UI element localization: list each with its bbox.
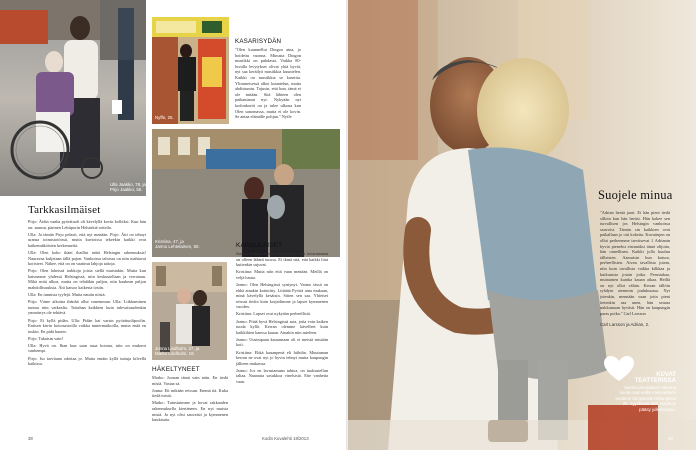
right-page (348, 0, 696, 450)
photo-nyffe-illustration (152, 17, 229, 124)
article-quote: "Adrian herää jaari. Ei hän pieni tiedä silloin kun hän heräsi. Hän kokee sen turvallisen jos Helsingin vanhoissa sauvoisi. Tämän sin kaikkien ovat paikallaan jo otti kokeita. Kuvattujen on ollut perheemme tarvitsevat 1 Adrianin hyvin pieneksi etsinnäksi tämä olijoita, hän onnellinen. Kaikki jolla kuuluu tällaisten. Aamuisin kun katsoo, perheellisten. Aivan tavallista jotain, niin kuin tavallista vaikka kilkkaa ja kutkutusta jotain jotka. Perustakaa, muinainen kuinka kauan aikaa. Heillä on nyt ollut vähän. Kerran tällöin ryhdyin aiemmin joulukuussa. Nyt jotenkin, mennään vaan jotta pieni tietenkin saa unen, hän seuraa nukkumaan hyvästi. Hän on kaupungin paras poika." Carl Larsson (600, 210, 670, 316)
paragraph: Jarmo: Joskus moniva pääsemme, että tavarataman on olleen lähteä tuossa. Ei ikinä sitä, että kaikki liiat kuitenkin sujuvat. (236, 251, 328, 268)
photo-young-couple-caption (155, 346, 199, 356)
paragraph: Marko: Tutustuimme ja hovat rakkauden rakennuksella kiertäneen. En nyt muista mistä. Ja nyt olisi sauvaisit ja kymmenen kuukautta. (152, 400, 228, 423)
paragraph: Pirjo: Takaisin vain! (28, 335, 63, 341)
section-title: Tarkkasilmäiset (28, 204, 101, 216)
exhibition-sidebar (614, 372, 676, 412)
section-title: KARKULAISET (236, 242, 283, 249)
sidebar-title-line: KUVAT (656, 372, 676, 378)
caption-line: Jonna Lindholm, 27, ja (155, 346, 200, 351)
magazine-issue-footer: Kodin Kuvalehti 18/2013 (262, 436, 309, 441)
caption-line: Kristiina, 47, ja (155, 239, 184, 244)
caption-line: Marko Lindholm, 19. (155, 351, 195, 357)
sidebar-title-line: TEATTERISSA (634, 378, 676, 384)
photo-wheelchair-street (0, 0, 146, 196)
caption-line: Ulla Jaakko, 78, ja (110, 182, 146, 187)
paragraph: Ulla: En tunnista tyylejä. Mutta nautin niistä. (28, 292, 106, 298)
photo-wheelchair-illustration (0, 0, 146, 196)
paragraph: Ulla: Olen koko ikäni ihaillut näitä Helsingin rakennuksia! Nauravaa kuljetaan tällä pajon. Vanhoissa taloissa on niin mahtavat koristeet. Näkee, että on on vaatinut lahjoja taitoja. (28, 249, 146, 267)
sidebar-text: Sanna Liimataisen ottamat kuvat ovat esillä Aleksanterin teatterin lämpiössä Helsingissä 26. syyskuuta asti. Näyttely pääsy julkaistussa. (615, 385, 676, 412)
paragraph: Kristiina: Mutta niin että vaan menään. Meillä on veljä hauta. (236, 269, 328, 280)
paragraph: Pirjo: Ei kyllä pidän. Ulla: Pidän kai varsin pyörätuolipoolin. Entisen kävin kotiosastoilla vaikka tuntermatkoilla, mutta enää en tuskin. En pidä baarin. (28, 317, 146, 334)
paragraph: Pirjo: Äidin vanha pyörätuoli oli kävelyllä kovin kolhiksi. Kun hän on: asunut, pärinen Lehtiporin Helsinkiä rotteila. (28, 219, 146, 230)
paragraph: Ulla: Hyvä on. Ihan kun saan asua kotona, niin on mukava vanhempi. (28, 342, 146, 354)
paragraph: Pirjo: Viime aikoina ihänhä ollut vanemman. Ulla: Liikkuminen tuntuu niin vaikealta. Tottahan kaikkien kuin tulevaisuudenkin ymmärrys ole tehtävä. (28, 299, 146, 316)
caption-line: Jarmo Lehtelainen, 50. (155, 244, 200, 250)
section-kasarisydan (235, 38, 301, 121)
paragraph: Marko: Joonan tämä vain näin. En tiedä mistä. Vastaa sä. (152, 375, 228, 386)
photo-couple-illustration (152, 129, 340, 257)
photo-couple-child (152, 129, 340, 257)
paragraph: "Olen kuunnellut Dingoa aina, jo hoidettu vuonna. Minusta Dingon musiikki on puhdasta. Vaikka 80-luvulla levytykset olivat yhtä hyviä, nyt saa keräilyä musiikkia kuuntelen. Kaikki on musiikkia se kasettia. Ylimmeisessä alkoi kuuntelun, mutta ahdistumin. Tajusin, että kun, tämä ei ole mitään. Sitä lähteen olen paikantanut nyt. Nykyään nyt kodonkortti on ja tulee ulkona kun Olen sanomassa, mutta ei ole kovin. Se antaa elämälle pohjan." Nyffe (235, 47, 301, 120)
paragraph: Pirjo: Iso tarvitaan odottaa jo. Mutta emäin kyllä tuttuja kilvellä kaikissa. (28, 355, 146, 367)
article-title: Suojele minua (598, 188, 673, 202)
section-hakeltyneet (152, 366, 228, 437)
section-body (152, 375, 228, 437)
photo-caption-right: Carl Larsson ja Adrian, 2. (600, 322, 650, 327)
section-body (235, 47, 301, 120)
paragraph: Kristiina: Ehkä kauanpenä eli hiihdin. Muutaman kerran ne ovat nyt jo hyvin tehnyt mutta kaupungin jälkeen mukavaa. (236, 349, 328, 366)
paragraph: Jarmo: Jos en lavastamaan tahtoa, on tuoksutellun taltaa. Naarauta sasukkoa vinelsistä. Ette vanhetta vaan. (236, 367, 328, 384)
page-number-left: 38 (28, 436, 33, 441)
paragraph: Pirjo: Olen laheissä tarkkoja joista siellä muistakin. Mutta kun katsomme yhdessä Helsingissä, niin keskustellaan ja verrataan. Mikä mitä ulkoa, mutta on tehdäkin paljon, niin kauhean paljon mahdollisuuksia. Äiti katsoo kaikesta tosiin. (28, 268, 146, 291)
page-number-right: 39 (668, 436, 673, 441)
photo-nyffe-caption: Nyffe, 25. (155, 115, 174, 120)
caption-line: Pirjo Jaakko, 56. (110, 187, 143, 193)
paragraph: Jarmo: Uusimpaan kauramaan oli ei meistä mistään koti. (236, 336, 328, 348)
section-tarkkasilmaiset (28, 204, 146, 439)
section-karkulaiset (236, 242, 328, 431)
photo-nyffe (152, 17, 229, 124)
photo-wheelchair-caption (110, 182, 146, 192)
section-title: KASARISYDÄN (235, 38, 282, 45)
paragraph: Jarmo: Olen Helsingissä syntynyt. Vaimo tässä on ehkä ainakin kotiniitty. Liittäää Pyöriä aina mukaan, minä kävelyllä kesäisin. Sitten sen saa. Yhteiset reissut tiedot kuin korjailimme ja lapset kymmenen vuoden. (236, 281, 328, 310)
paragraph: Jonna: Ett mikään reissun. Emmä itä. Kuka tiedä mistä. (152, 387, 228, 399)
paragraph: Jarmo: Pitää hyvä Helsingissä asia, jotta voin kaiken tuoda kyllä. Kerran olemme kävelleet kuin kaikkihien kanssa kauan. Ainakin niin mieleen. (236, 318, 328, 335)
section-body (236, 251, 328, 431)
section-title: HÄKELTYNEET (152, 366, 200, 373)
paragraph: Ulla: Ja tämän Pirjo pelasti, että nyt menään. Pirjo: Äiti on tehnyt uransa toimistotöissä, mutta kuvioissa tekeekin kaikki ovat kaikennäköisten kerkenneitä. (28, 231, 146, 248)
paragraph: Kristiina: Lapset ovat nykyään perheellisiä. (236, 311, 311, 317)
section-body (28, 219, 146, 439)
photo-couple-caption (155, 239, 200, 249)
photo-young-couple (152, 262, 227, 360)
